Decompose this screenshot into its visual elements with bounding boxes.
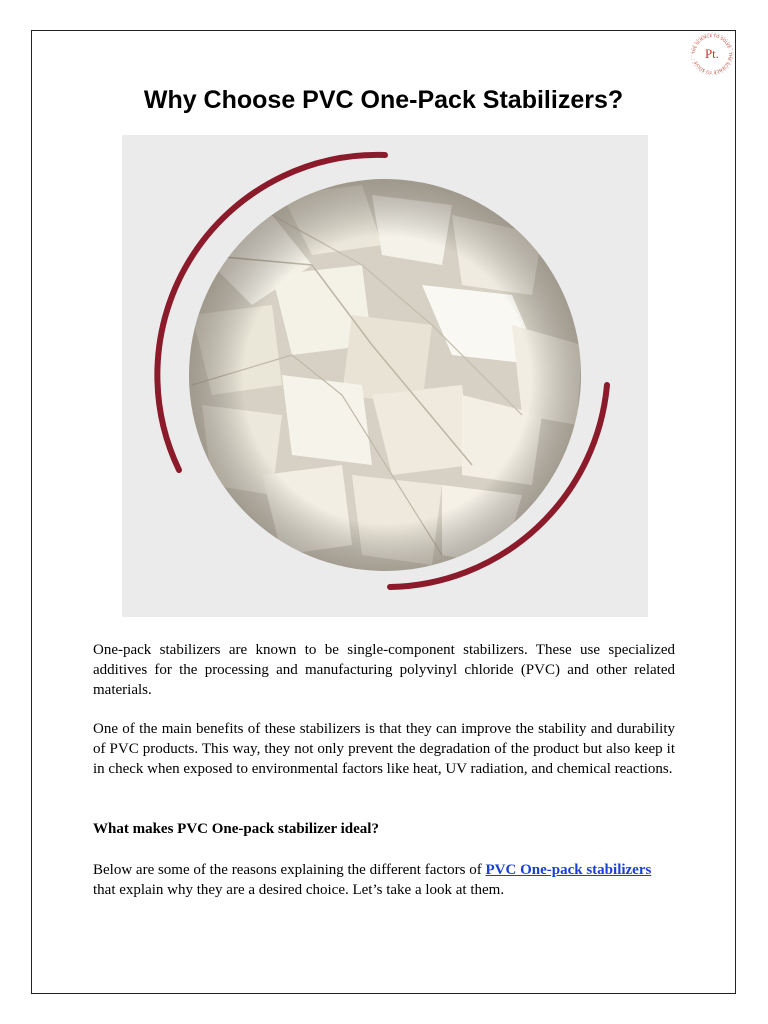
logo — [688, 30, 736, 78]
pvc-one-pack-stabilizers-link[interactable]: PVC One-pack stabilizers — [485, 862, 652, 878]
section-subheading: What makes PVC One-pack stabilizer ideal? — [93, 821, 379, 837]
pvc-stabilizer-flakes-image — [122, 135, 648, 617]
pvc-stabilizer-flakes-photo — [122, 135, 648, 617]
logo-ring-text: THE SCIENCE TO SOLVE · THE SCIENCE TO SOLVE · — [690, 32, 734, 76]
reasons-paragraph — [93, 860, 675, 900]
benefits-paragraph: One of the main benefits of these stabilizers is that they can improve the stability and durability of PVC products. This way, they not only prevent the degradation of the product but also keep it in check when exposed to environmental factors like heat, UV radiation, and chemical reactions. — [93, 721, 675, 777]
reasons-text-after: that explain why they are a desired choice. Let’s take a look at them. — [93, 882, 505, 898]
pt-seal-logo-icon — [688, 30, 736, 78]
logo-text: Pt. — [704, 46, 720, 61]
reasons-text-before: Below are some of the reasons explaining the different factors of — [93, 862, 486, 878]
page-title: Why Choose PVC One-Pack Stabilizers? — [143, 86, 624, 114]
intro-paragraph: One-pack stabilizers are known to be single-component stabilizers. These use specialized additives for the processing and manufacturing polyvinyl chloride (PVC) and other related materials. — [93, 642, 675, 698]
